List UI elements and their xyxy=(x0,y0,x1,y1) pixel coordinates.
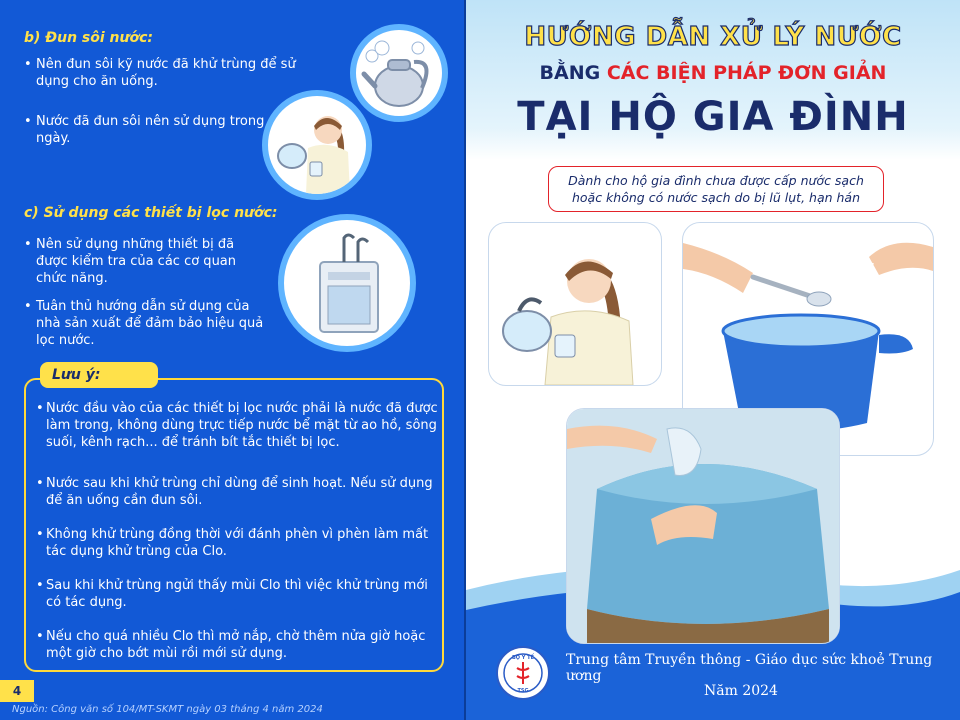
note-label: Lưu ý: xyxy=(40,362,158,388)
left-page xyxy=(0,0,464,720)
section-c-bullet-2: • Tuân thủ hướng dẫn sử dụng của nhà sản xuất để đảm bảo hiệu quả lọc nước. xyxy=(24,298,266,349)
girl-pouring-image xyxy=(488,222,662,386)
title-line-2 xyxy=(466,62,960,84)
note-item-1: • Nước đầu vào của các thiết bị lọc nước phải là nước đã được làm trong, không dùng trực tiếp nước bể mặt từ ao hồ, sông suối, kênh rạch... để tránh bít tắc thiết bị lọc. xyxy=(36,400,446,451)
hands-covering-jar-icon xyxy=(567,409,839,643)
right-page xyxy=(466,0,960,720)
covering-jar-image xyxy=(566,408,840,644)
note-item-2: • Nước sau khi khử trùng chỉ dùng để sinh hoạt. Nếu sử dụng để ăn uống cần đun sôi. xyxy=(36,475,446,509)
section-c-bullet-1: • Nên sử dụng những thiết bị đã được kiểm tra của các cơ quan chức năng. xyxy=(24,236,266,287)
note-item-5: • Nếu cho quá nhiều Clo thì mở nắp, chờ thêm nửa giờ hoặc một giờ cho bớt mùi rồi mới sử dụng. xyxy=(36,628,446,662)
kettle-circle xyxy=(350,24,448,122)
note-item-3: • Không khử trùng đồng thời với đánh phèn vì phèn làm mất tác dụng khử trùng của Clo. xyxy=(36,526,446,560)
logo-text-top: BỘ Y TẾ xyxy=(512,655,534,661)
girl-pouring-water-icon xyxy=(489,223,661,385)
source-note: Nguồn: Công văn số 104/MT-SKMT ngày 03 tháng 4 năm 2024 xyxy=(12,704,323,715)
section-b-bullet-2: • Nước đã đun sôi nên sử dụng trong ngày. xyxy=(24,113,266,147)
section-b-title: b) Đun sôi nước: xyxy=(24,30,154,46)
kettle-icon xyxy=(356,30,442,116)
page-number: 4 xyxy=(0,680,34,702)
girl-pouring-circle xyxy=(262,90,372,200)
water-filter-circle xyxy=(278,214,416,352)
subtitle-box xyxy=(548,166,884,212)
ministry-of-health-logo-icon xyxy=(498,648,548,698)
note-item-4: • Sau khi khử trùng ngửi thấy mùi Clo thì việc khử trùng mới có tác dụng. xyxy=(36,577,446,611)
title-line-2-a: BẰNG xyxy=(539,62,607,84)
section-c-title: c) Sử dụng các thiết bị lọc nước: xyxy=(24,205,278,221)
water-filter-icon xyxy=(284,220,410,346)
logo-text-bottom: TSG xyxy=(517,688,529,694)
title-line-3: TẠI HỘ GIA ĐÌNH xyxy=(517,94,909,140)
title-line-1: HƯỚNG DẪN XỬ LÝ NƯỚC xyxy=(524,22,902,52)
girl-pouring-water-icon xyxy=(268,96,366,194)
title-line-2-b: CÁC BIỆN PHÁP ĐƠN GIẢN xyxy=(606,62,887,84)
footer-organization: Trung tâm Truyền thông - Giáo dục sức khoẻ Trung ương xyxy=(566,652,933,684)
footer-year: Năm 2024 xyxy=(704,683,778,699)
ministry-logo xyxy=(496,646,550,700)
subtitle-line-2: hoặc không có nước sạch do bị lũ lụt, hạn hán xyxy=(571,190,861,205)
subtitle-line-1: Dành cho hộ gia đình chưa được cấp nước sạch xyxy=(568,173,864,188)
section-b-bullet-1: • Nên đun sôi kỹ nước đã khử trùng để sử dụng cho ăn uống. xyxy=(24,56,306,90)
